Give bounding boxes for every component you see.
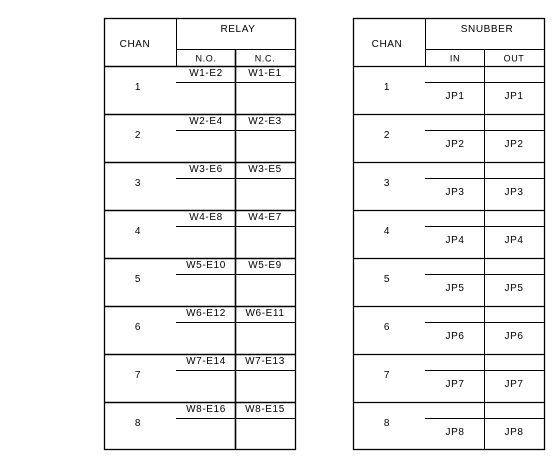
relay-chan-cell: 6	[134, 322, 142, 333]
relay-table	[104, 18, 296, 450]
snubber-chan-cell: 1	[383, 82, 391, 93]
snubber-in-cell: JP7	[445, 379, 465, 390]
snubber-out-cell: JP1	[504, 91, 524, 102]
relay-chan-header: CHAN	[119, 39, 151, 50]
relay-nc-cell: W5-E9	[248, 260, 282, 271]
snubber-chan-header: CHAN	[371, 39, 403, 50]
relay-nc-cell: W1-E1	[248, 68, 282, 79]
relay-nc-cell: W8-E15	[245, 404, 285, 415]
relay-chan-cell: 5	[134, 274, 142, 285]
snubber-group-header: SNUBBER	[460, 24, 514, 35]
snubber-in-cell: JP8	[445, 427, 465, 438]
relay-chan-cell: 7	[134, 370, 142, 381]
snubber-chan-cell: 4	[383, 226, 391, 237]
snubber-chan-cell: 5	[383, 274, 391, 285]
snubber-in-cell: JP2	[445, 139, 465, 150]
snubber-out-cell: JP8	[504, 427, 524, 438]
relay-no-cell: W8-E16	[186, 404, 226, 415]
relay-nc-cell: W6-E11	[245, 308, 285, 319]
relay-nc-cell: W4-E7	[248, 212, 282, 223]
snubber-in-cell: JP4	[445, 235, 465, 246]
snubber-in-cell: JP6	[445, 331, 465, 342]
relay-group-header: RELAY	[220, 24, 256, 35]
snubber-in-cell: JP3	[445, 187, 465, 198]
relay-table-grid	[104, 18, 296, 450]
snubber-out-cell: JP6	[504, 331, 524, 342]
snubber-chan-cell: 3	[383, 178, 391, 189]
relay-nc-header: N.C.	[254, 53, 276, 64]
relay-no-cell: W2-E4	[189, 116, 223, 127]
snubber-chan-cell: 2	[383, 130, 391, 141]
relay-chan-cell: 3	[134, 178, 142, 189]
relay-no-cell: W1-E2	[189, 68, 223, 79]
relay-chan-cell: 2	[134, 130, 142, 141]
snubber-in-cell: JP1	[445, 91, 465, 102]
snubber-chan-cell: 6	[383, 322, 391, 333]
snubber-chan-cell: 8	[383, 418, 391, 429]
relay-no-cell: W4-E8	[189, 212, 223, 223]
snubber-chan-cell: 7	[383, 370, 391, 381]
snubber-out-cell: JP3	[504, 187, 524, 198]
relay-chan-cell: 1	[134, 82, 142, 93]
relay-no-header: N.O.	[195, 53, 217, 64]
relay-no-cell: W3-E6	[189, 164, 223, 175]
relay-chan-cell: 8	[134, 418, 142, 429]
snubber-out-cell: JP7	[504, 379, 524, 390]
snubber-out-header: OUT	[503, 53, 525, 64]
snubber-out-cell: JP4	[504, 235, 524, 246]
relay-no-cell: W6-E12	[186, 308, 226, 319]
relay-nc-cell: W2-E3	[248, 116, 282, 127]
snubber-table	[353, 18, 545, 450]
snubber-in-header: IN	[449, 53, 461, 64]
snubber-out-cell: JP5	[504, 283, 524, 294]
relay-nc-cell: W7-E13	[245, 356, 285, 367]
relay-no-cell: W7-E14	[186, 356, 226, 367]
snubber-in-cell: JP5	[445, 283, 465, 294]
relay-chan-cell: 4	[134, 226, 142, 237]
snubber-out-cell: JP2	[504, 139, 524, 150]
relay-no-cell: W5-E10	[186, 260, 226, 271]
relay-nc-cell: W3-E5	[248, 164, 282, 175]
